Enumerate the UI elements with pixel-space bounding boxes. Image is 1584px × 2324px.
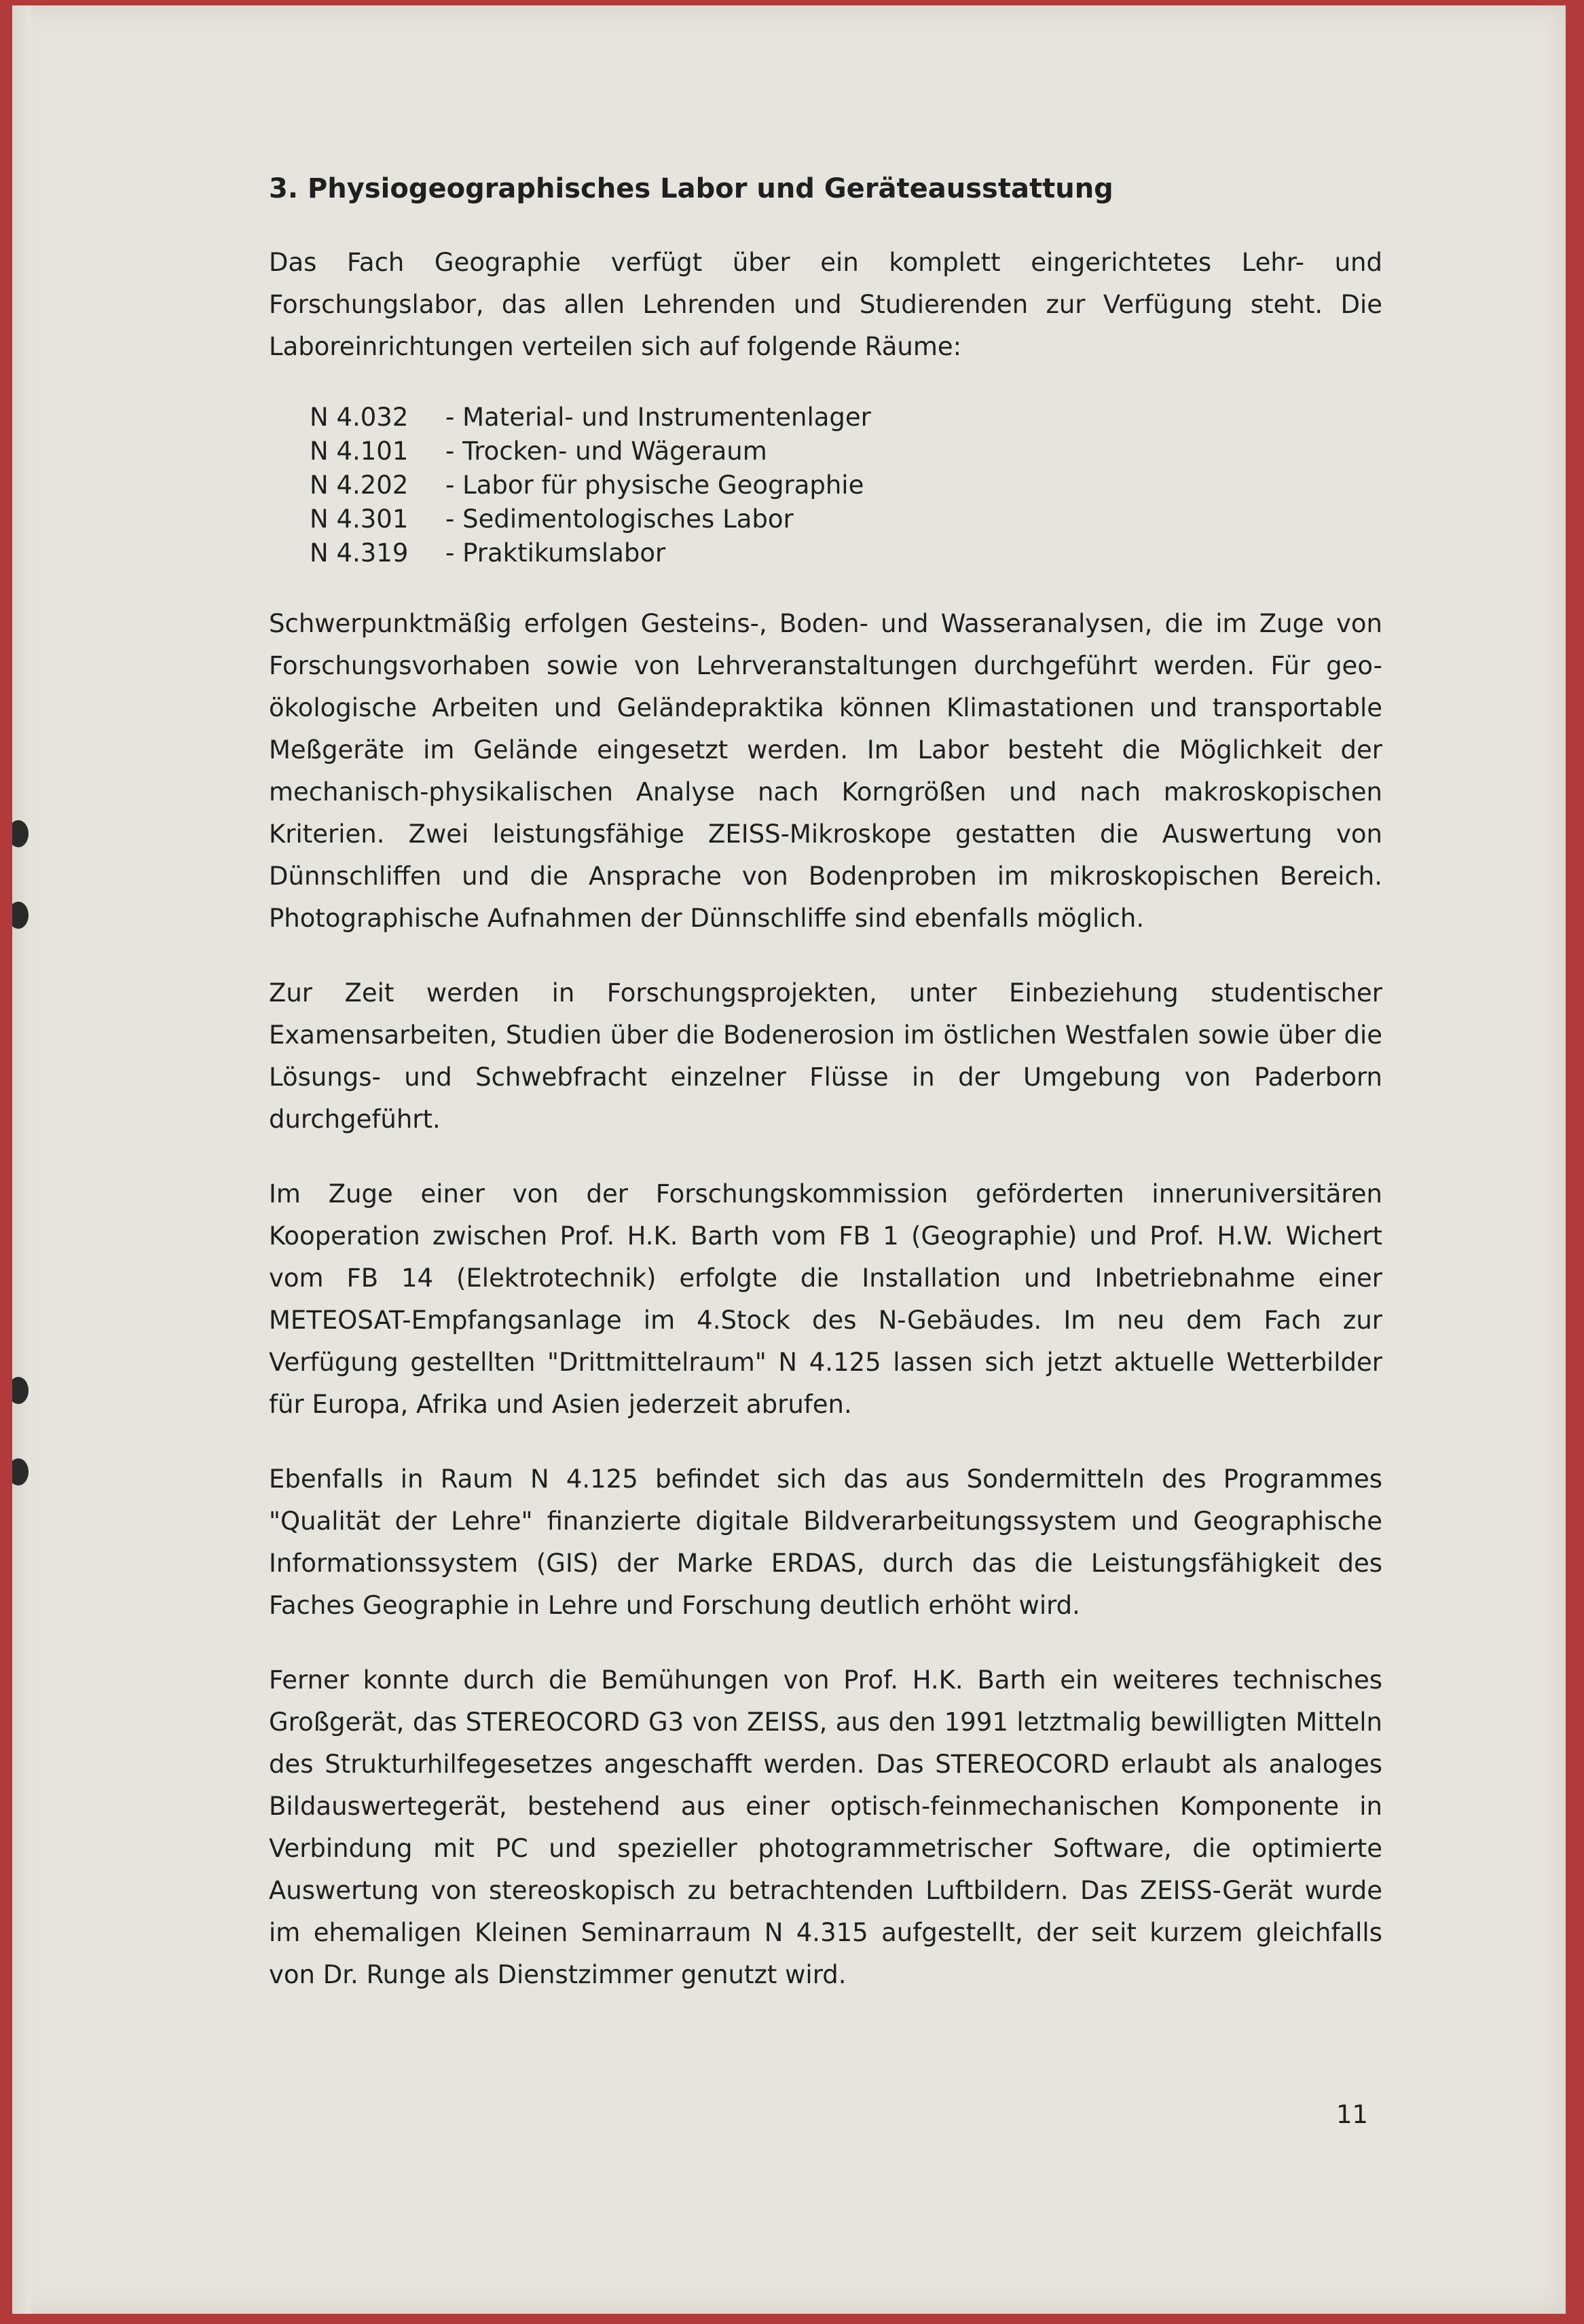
room-code: N 4.202 [310, 471, 409, 500]
room-code: N 4.301 [310, 504, 409, 534]
room-list-item [310, 502, 1382, 536]
body-paragraph-stereocord: Ferner konnte durch die Bemühungen von Prof. H.K. Barth ein weiteres technisches Großgerät, das STEREOCORD G3 von ZEISS, aus den 1991 letztmalig bewilligten Mitteln des Strukturhilfegesetzes angeschafft werden. Das STEREOCORD erlaubt als analoges Bildauswertegerät, bestehend aus einer optisch-feinmechanischen Komponente in Verbindung mit PC und spezieller photogrammetrischer Software, die optimierte Auswertung von stereoskopisch zu betrachtenden Luftbildern. Das ZEISS-Gerät wurde im ehemaligen Kleinen Seminarraum N 4.315 aufgestellt, der seit kurzem gleichfalls von Dr. Runge als Dienstzimmer genutzt wird. [269, 1665, 1382, 1989]
room-list-item [310, 536, 1382, 570]
room-list [310, 401, 1382, 570]
document-page [12, 5, 1566, 2314]
binder-edge [12, 5, 31, 2314]
room-code: N 4.101 [310, 437, 409, 466]
room-description: - Material- und Instrumentenlager [445, 403, 871, 432]
body-paragraph-gis: Ebenfalls in Raum N 4.125 befindet sich das aus Sondermitteln des Programmes "Qualität der Lehre" finanzierte digitale Bildverarbeitungssystem und Geographische Informationssystem (GIS) der Marke ERDAS, durch das die Leistungsfähigkeit des Faches Geographie in Lehre und Forschung deutlich erhöht wird. [269, 1464, 1382, 1620]
body-paragraph-meteosat: Im Zuge einer von der Forschungskommission geförderten inneruniversitären Kooperation zwischen Prof. H.K. Barth vom FB 1 (Geographie) und Prof. H.W. Wichert vom FB 14 (Elektrotechnik) erfolgte die Installation und Inbetriebnahme einer METEOSAT-Empfangsanlage im 4.Stock des N-Gebäudes. Im neu dem Fach zur Verfügung gestellten "Drittmittelraum" N 4.125 lassen sich jetzt aktuelle Wetterbilder für Europa, Afrika und Asien jederzeit abrufen. [269, 1179, 1382, 1419]
body-paragraph-analyses: Schwerpunktmäßig erfolgen Gesteins-, Boden- und Wasseranalysen, die im Zuge von Forschungsvorhaben sowie von Lehrveranstaltungen durchgeführt werden. Für geo-ökologische Arbeiten und Geländepraktika können Klimastationen und transportable Meßgeräte im Gelände eingesetzt werden. Im Labor besteht die Möglichkeit der mechanisch-physikalischen Analyse nach Korngrößen und nach makroskopischen Kriterien. Zwei leistungsfähige ZEISS-Mikroskope gestatten die Auswertung von Dünnschliffen und die Ansprache von Bodenproben im mikroskopischen Bereich. Photographische Aufnahmen der Dünnschliffe sind ebenfalls möglich. [269, 609, 1382, 933]
room-list-item [310, 435, 1382, 468]
room-description: - Trocken- und Wägeraum [445, 437, 767, 466]
room-code: N 4.319 [310, 538, 409, 568]
document-body [269, 168, 1382, 2029]
intro-paragraph: Das Fach Geographie verfügt über ein komplett eingerichtetes Lehr- und Forschungslabor, das allen Lehrenden und Studierenden zur Verfügung steht. Die Laboreinrichtungen verteilen sich auf folgende Räume: [269, 248, 1382, 361]
body-paragraph-research: Zur Zeit werden in Forschungsprojekten, unter Einbeziehung studentischer Examensarbeiten, Studien über die Bodenerosion im östlichen Westfalen sowie über die Lösungs- und Schwebfracht einzelner Flüsse in der Umgebung von Paderborn durchgeführt. [269, 978, 1382, 1134]
page-number: 11 [1336, 2100, 1369, 2129]
room-description: - Sedimentologisches Labor [445, 504, 794, 534]
room-description: - Labor für physische Geographie [445, 471, 864, 500]
room-code: N 4.032 [310, 403, 409, 432]
room-description: - Praktikumslabor [445, 538, 666, 568]
section-heading: 3. Physiogeographisches Labor und Geräteausstattung [269, 173, 1113, 204]
room-list-item [310, 401, 1382, 435]
room-list-item [310, 468, 1382, 502]
